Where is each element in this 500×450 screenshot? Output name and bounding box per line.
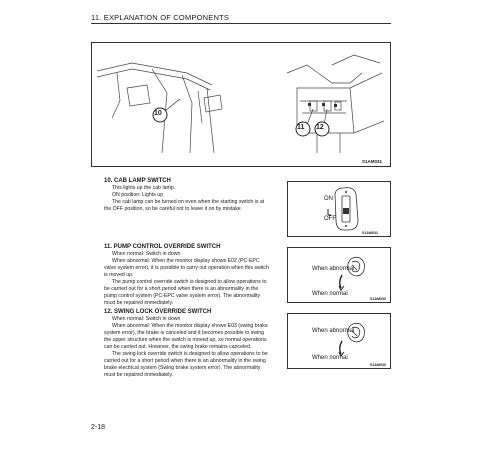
when-normal-label: When normal — [312, 291, 348, 297]
section-10-title: 10. CAB LAMP SWITCH — [104, 178, 171, 184]
section-12-line: must be repaired immediately. — [104, 372, 174, 378]
section-11-line: When abnormal: When the monitor display shows E02 (PC-EPC — [112, 258, 260, 264]
pump-override-switch-figure — [287, 247, 391, 303]
section-10-line: the OFF position, so be careful not to leave it on by mistake. — [104, 206, 243, 212]
figure-code: S1AM030 — [370, 297, 386, 301]
when-abnormal-label: When abnormal — [312, 328, 355, 334]
section-12-line: the upper structure when the switch is moved up, so normal operations — [104, 337, 267, 343]
figure-code: S1AM031 — [362, 159, 383, 164]
when-abnormal-label: When abnormal — [312, 266, 355, 272]
toggle-switch-illustration — [288, 314, 392, 370]
section-10-line: ON position: Lights up — [112, 192, 164, 198]
section-12-line: When abnormal: When the monitor display shows E03 (swing brake — [112, 323, 268, 329]
section-11-line: valve system error), it is possible to carry out operation when this switch — [104, 265, 269, 271]
rocker-switch-illustration — [288, 182, 392, 238]
header-rule — [91, 23, 391, 24]
callout-12: 12 — [316, 124, 324, 131]
section-11-line: When normal: Switch in down — [112, 251, 181, 257]
when-normal-label: When normal — [312, 355, 348, 361]
main-figure — [91, 42, 391, 167]
section-12-line: system error), the brake is canceled and it becomes possible to swing — [104, 330, 265, 336]
cab-lamp-switch-figure — [287, 181, 391, 237]
callout-10: 10 — [154, 110, 162, 117]
header-title: 11. EXPLANATION OF COMPONENTS — [91, 13, 230, 22]
switch-on-label: ON — [324, 196, 333, 202]
section-12-title: 12. SWING LOCK OVERRIDE SWITCH — [104, 309, 212, 315]
section-11-line: is moved up. — [104, 272, 134, 278]
section-11-line: must be repaired immediately. — [104, 300, 174, 306]
section-12-line: When normal: Switch in down — [112, 316, 181, 322]
swing-lock-switch-figure — [287, 313, 391, 369]
section-10-line: This lights up the cab lamp. — [112, 185, 176, 191]
section-12-line: carried out for a short period when there is an abnormality in the swing — [104, 358, 266, 364]
cab-interior-illustration — [92, 43, 392, 168]
section-11-line: The pump control override switch is designed to allow operations to — [112, 279, 267, 285]
section-12-line: The swing lock override switch is designed to allow operations to be — [112, 351, 268, 357]
section-11-line: pump control system (PC-EPC valve system error). The abnormality — [104, 293, 261, 299]
section-12-line: can be carried out. However, the swing brake remains canceled. — [104, 344, 252, 350]
figure-code: S1AM032 — [362, 231, 378, 235]
section-10-line: The cab lamp can be turned on even when the starting switch is at — [112, 199, 265, 205]
section-11-title: 11. PUMP CONTROL OVERRIDE SWITCH — [104, 244, 221, 250]
switch-off-label: OFF — [324, 216, 336, 222]
callout-11: 11 — [297, 124, 305, 131]
page-number: 2-18 — [91, 424, 106, 431]
section-11-line: be carried out for a short period when there is an abnormality in the — [104, 286, 259, 292]
section-12-line: brake electrical system (Swing brake system error). The abnormality — [104, 365, 261, 371]
figure-code: S1AM030 — [370, 363, 386, 367]
